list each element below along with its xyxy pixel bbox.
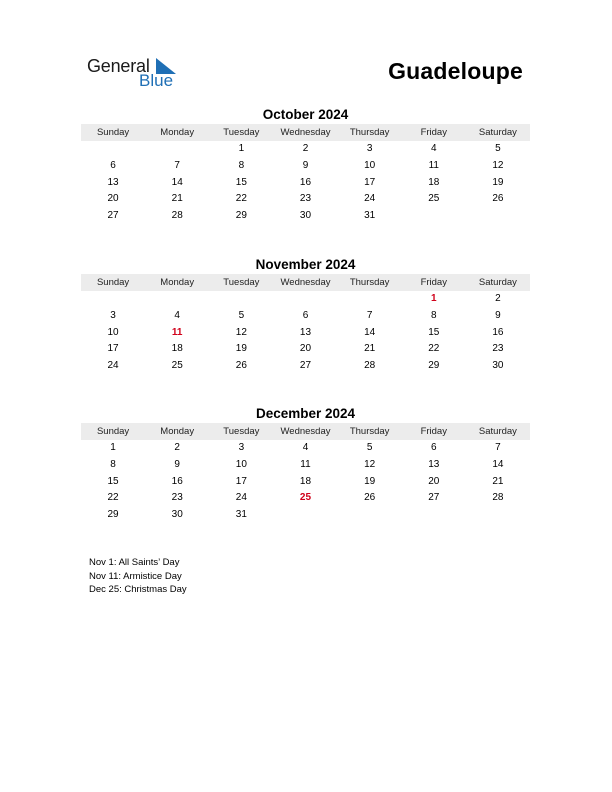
weekday-label: Sunday (96, 426, 130, 437)
day-cell: 22 (107, 492, 119, 504)
weekday-label: Wednesday (280, 426, 331, 437)
day-cell: 17 (107, 343, 119, 355)
weekday-label: Friday (420, 277, 447, 288)
day-cell: 19 (492, 176, 504, 188)
day-cell: 21 (492, 475, 504, 487)
week-row (81, 341, 530, 358)
day-cell: 25 (428, 193, 440, 205)
day-cell: 12 (364, 458, 376, 470)
day-cell: 22 (428, 343, 440, 355)
week-row (81, 474, 530, 491)
day-cell: 2 (495, 293, 501, 304)
day-cell: 14 (364, 326, 376, 338)
weekday-label: Friday (420, 426, 447, 437)
day-cell: 13 (428, 458, 440, 470)
day-cell: 30 (299, 210, 312, 222)
week-row (81, 358, 530, 375)
day-cell: 29 (235, 210, 247, 222)
day-cell: 24 (364, 193, 376, 205)
day-cell: 31 (235, 509, 247, 521)
day-cell: 14 (171, 176, 183, 188)
day-cell (81, 141, 145, 158)
weekday-label: Monday (160, 426, 195, 437)
day-cell: 12 (235, 326, 247, 338)
week-row (81, 457, 530, 474)
day-cell: 9 (495, 309, 501, 321)
week-row (81, 308, 530, 325)
day-cell: 30 (171, 509, 183, 521)
day-cell: 11 (428, 159, 439, 171)
day-cell: 10 (364, 159, 376, 171)
weekday-label: Sunday (96, 127, 130, 138)
day-cell (338, 291, 402, 308)
day-cell: 18 (428, 176, 440, 188)
holiday-notes (89, 556, 187, 597)
day-cell: 6 (110, 159, 116, 171)
weekday-label: Tuesday (223, 426, 260, 437)
day-cell: 30 (492, 360, 504, 372)
weekday-label: Thursday (349, 127, 390, 138)
day-cell: 4 (302, 442, 309, 453)
day-cell: 26 (364, 492, 376, 504)
day-cell: 31 (364, 210, 376, 222)
month-title: December 2024 (255, 406, 356, 421)
day-cell: 7 (366, 309, 373, 321)
day-cell: 3 (238, 442, 245, 453)
week-row (81, 291, 530, 308)
day-cell: 3 (110, 309, 116, 321)
day-cell: 23 (299, 193, 312, 205)
weekday-label: Saturday (478, 426, 517, 437)
day-cell: 29 (428, 360, 440, 372)
day-cell (145, 291, 209, 308)
day-cell: 24 (107, 360, 119, 372)
week-row (81, 175, 530, 192)
day-cell: 27 (299, 360, 312, 372)
day-cell (145, 141, 209, 158)
day-cell (273, 507, 337, 524)
day-cell: 15 (107, 475, 119, 487)
weekday-header (81, 274, 530, 291)
weekday-label: Tuesday (223, 127, 260, 138)
day-cell: 17 (235, 475, 247, 487)
brand-logo (87, 56, 187, 92)
day-cell: 1 (110, 442, 116, 453)
day-cell: 3 (366, 143, 373, 154)
day-cell: 24 (235, 492, 247, 504)
month-calendar (81, 256, 530, 375)
day-cell: 20 (107, 193, 119, 205)
day-cell: 13 (299, 326, 312, 338)
week-row (81, 191, 530, 208)
day-cell (466, 208, 530, 225)
day-cell: 5 (366, 442, 373, 453)
day-cell: 1 (238, 143, 245, 154)
day-cell: 19 (235, 343, 247, 355)
day-cell: 5 (495, 143, 501, 154)
day-cell: 6 (302, 309, 309, 321)
day-cell (338, 507, 402, 524)
day-cell: 15 (235, 176, 247, 188)
brand-name-blue: Blue (139, 71, 174, 90)
day-cell: 27 (107, 210, 119, 222)
holiday-note: Dec 25: Christmas Day (89, 584, 187, 595)
weekday-label: Sunday (96, 277, 130, 288)
day-cell: 18 (171, 343, 183, 355)
weekday-label: Monday (160, 277, 195, 288)
day-cell: 17 (364, 176, 376, 188)
day-cell: 8 (430, 309, 437, 321)
day-cell: 27 (428, 492, 440, 504)
day-cell: 4 (430, 143, 437, 154)
day-cell: 20 (299, 343, 312, 355)
day-cell: 13 (107, 176, 119, 188)
week-row (81, 490, 530, 507)
day-cell: 16 (492, 326, 504, 338)
day-cell: 9 (174, 458, 180, 470)
day-cell: 25 (299, 492, 312, 504)
day-cell: 26 (235, 360, 247, 372)
day-cell: 8 (238, 159, 245, 171)
weekday-label: Thursday (349, 277, 390, 288)
weekday-label: Saturday (478, 127, 517, 138)
day-cell (209, 291, 273, 308)
day-cell: 23 (171, 492, 183, 504)
country-title: Guadeloupe (388, 58, 523, 84)
day-cell: 28 (492, 492, 504, 504)
day-cell: 16 (299, 176, 312, 188)
day-cell: 14 (492, 458, 504, 470)
day-cell: 25 (171, 360, 183, 372)
day-cell: 21 (171, 193, 183, 205)
week-row (81, 440, 530, 457)
day-cell: 20 (428, 475, 440, 487)
weekday-label: Saturday (478, 277, 517, 288)
day-cell: 5 (238, 309, 245, 321)
day-cell: 9 (302, 159, 309, 171)
day-cell: 11 (300, 458, 311, 470)
day-cell: 22 (235, 193, 247, 205)
day-cell (81, 291, 145, 308)
day-cell: 7 (174, 159, 180, 171)
weekday-header (81, 423, 530, 440)
day-cell: 1 (430, 293, 437, 304)
weekday-label: Friday (420, 127, 447, 138)
week-row (81, 141, 530, 158)
day-cell: 7 (495, 442, 501, 453)
day-cell: 8 (110, 458, 116, 470)
week-row (81, 325, 530, 342)
weekday-label: Tuesday (223, 277, 260, 288)
brand-name-general: General (87, 56, 150, 76)
day-cell: 28 (364, 360, 376, 372)
day-cell (273, 291, 337, 308)
week-row (81, 208, 530, 225)
day-cell: 21 (364, 343, 376, 355)
day-cell: 26 (492, 193, 504, 205)
day-cell (402, 507, 466, 524)
week-row (81, 158, 530, 175)
day-cell: 10 (235, 458, 247, 470)
day-cell: 19 (364, 475, 376, 487)
weekday-label: Monday (160, 127, 195, 138)
day-cell: 29 (107, 509, 119, 521)
day-cell: 11 (171, 326, 183, 338)
day-cell: 16 (171, 475, 183, 487)
day-cell: 4 (174, 309, 180, 321)
day-cell: 2 (174, 442, 180, 453)
month-calendar (81, 405, 530, 524)
day-cell: 6 (430, 442, 437, 453)
day-cell: 28 (171, 210, 183, 222)
month-title: October 2024 (262, 107, 349, 122)
month-title: November 2024 (255, 257, 356, 272)
day-cell: 15 (428, 326, 440, 338)
day-cell (402, 208, 466, 225)
holiday-note: Nov 1: All Saints’ Day (89, 557, 180, 568)
month-calendar (81, 106, 530, 225)
day-cell: 10 (107, 326, 119, 338)
holiday-note: Nov 11: Armistice Day (89, 570, 182, 582)
day-cell: 18 (299, 475, 312, 487)
day-cell: 23 (492, 343, 504, 355)
day-cell (466, 507, 530, 524)
day-cell: 2 (302, 143, 309, 154)
day-cell: 12 (492, 159, 504, 171)
weekday-label: Thursday (349, 426, 390, 437)
week-row (81, 507, 530, 524)
weekday-label: Wednesday (280, 277, 331, 288)
weekday-header (81, 124, 530, 141)
weekday-label: Wednesday (280, 127, 331, 138)
